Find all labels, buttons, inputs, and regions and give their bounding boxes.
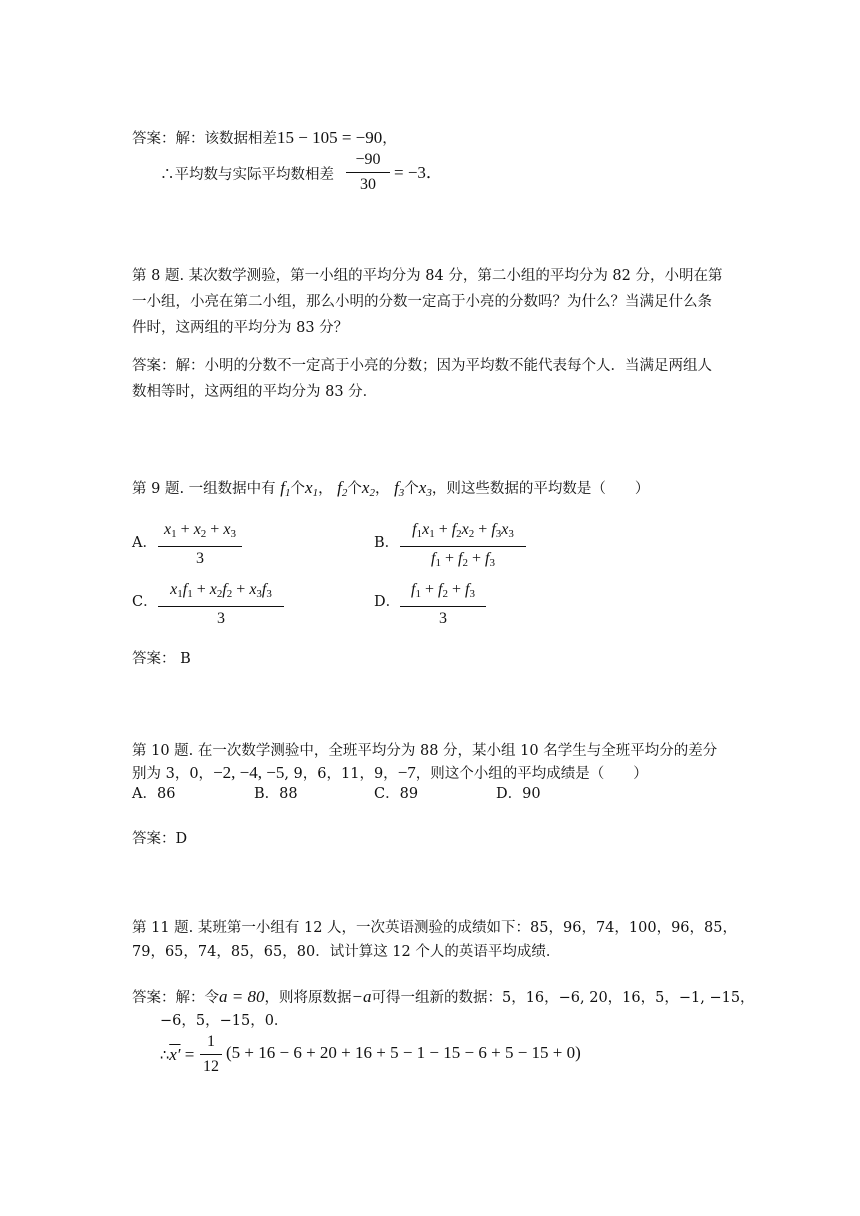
q9-answer: 答案： B: [132, 651, 191, 667]
q8-answer-line1: 答案：解：小明的分数不一定高于小亮的分数；因为平均数不能代表每个人．当满足两组人: [132, 358, 712, 374]
q7-answer-line1: 答案：解：该数据相差15 − 105 = −90，: [132, 128, 397, 147]
q11-stem-line1: 第 11 题. 某班第一小组有 12 人，一次英语测验的成绩如下：85，96，74，100，96，85，: [132, 920, 737, 936]
q11-stem-line2: 79，65，74，85，65，80．试计算这 12 个人的英语平均成绩．: [132, 944, 561, 960]
q11-answer-line1: 答案：解：令a = 80，则将原数据−a可得一组新的数据：5，16，−6, 20，16，5，−1, −15，: [132, 987, 755, 1006]
q7-result: = −3．: [394, 163, 443, 182]
q10-option-d: D．90: [496, 786, 541, 802]
q11-answer-line2: −6，5，−15，0．: [160, 1013, 289, 1029]
q7-answer-line2: ∴平均数与实际平均数相差: [160, 167, 334, 183]
q10-option-c: C．89: [374, 786, 419, 802]
q9-option-c-fraction: $\frac{x_1f_1 + x_2f_2 + x_3f_3}{3}$: [158, 580, 284, 629]
q9-option-d-label: D．: [374, 594, 401, 610]
q11-answer-line3-prefix: ∴x′ =: [160, 1045, 195, 1064]
q11-fraction: $\frac{1}{12}$: [200, 1032, 222, 1077]
q9-option-a-label: A．: [132, 535, 157, 551]
q9-option-d-fraction: $\frac{f_1 + f_2 + f_3}{3}$: [400, 580, 486, 629]
q7-expr: 15 − 105 = −90: [277, 128, 383, 147]
q8-stem-line3: 件时，这两组的平均分为 83 分？: [132, 320, 349, 336]
q10-stem-line1: 第 10 题. 在一次数学测验中，全班平均分为 88 分，某小组 10 名学生与全班平均分的差分: [132, 743, 718, 759]
q9-stem: 第 9 题. 一组数据中有 $f_1$个$x_1$， $f_2$个$x_2$， $f_3$个$x_3$，则这些数据的平均数是（ ）: [132, 478, 650, 499]
q9-option-b-fraction: $\frac{f_1x_1 + f_2x_2 + f_3x_3}{f_1 + f_2 + f_3}$: [400, 520, 526, 573]
q7-fraction: $\frac{-90}{30}$: [346, 150, 390, 195]
q9-option-b-label: B．: [374, 535, 400, 551]
q11-sum-expression: (5 + 16 − 6 + 20 + 16 + 5 − 1 − 15 − 6 + 5 − 15 + 0): [226, 1043, 581, 1062]
q10-stem-line2: 别为 3，0，−2, −4, −5, 9，6，11，9，−7，则这个小组的平均成绩是（ ）: [132, 763, 648, 782]
q9-option-c-label: C．: [132, 594, 158, 610]
q8-answer-line2: 数相等时，这两组的平均分为 83 分．: [132, 384, 378, 400]
q10-answer: 答案：D: [132, 831, 188, 847]
q8-stem-line2: 一小组，小亮在第二小组，那么小明的分数一定高于小亮的分数吗？为什么？当满足什么条: [132, 294, 712, 310]
q8-stem-line1: 第 8 题. 某次数学测验，第一小组的平均分为 84 分，第二小组的平均分为 82 分，小明在第: [132, 268, 723, 284]
q10-option-b: B．88: [254, 786, 298, 802]
q10-option-a: A．86: [132, 786, 176, 802]
q9-option-a-fraction: $\frac{x_1 + x_2 + x_3}{3}$: [158, 520, 242, 569]
